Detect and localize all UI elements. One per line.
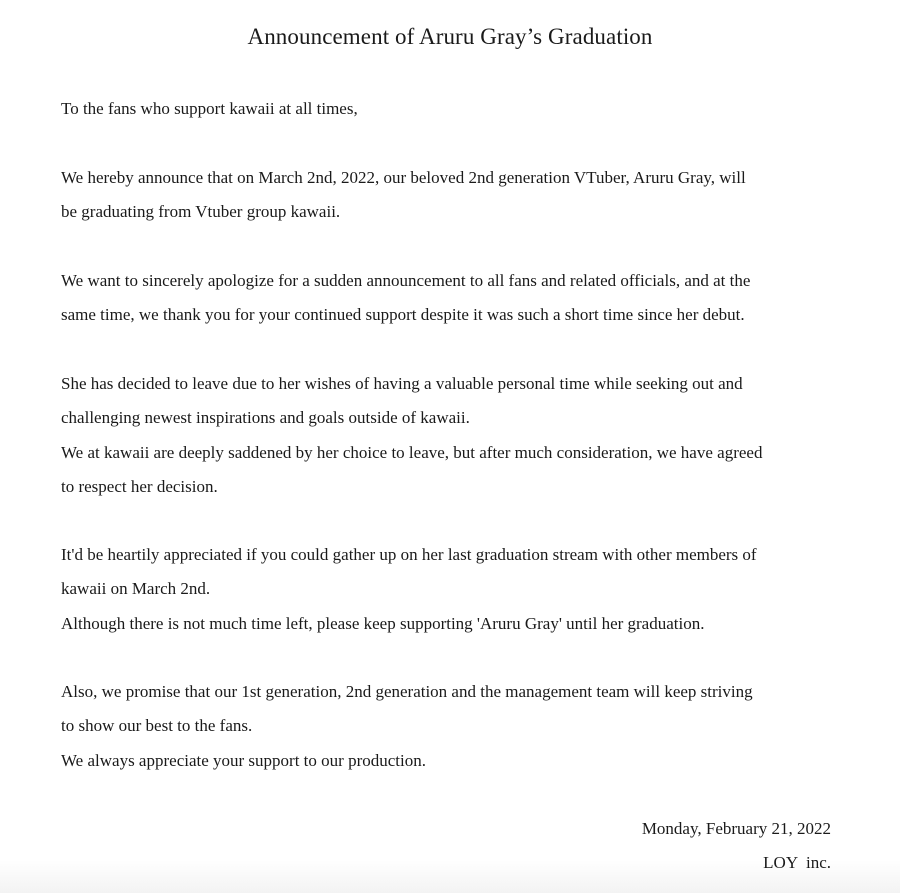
document-title: Announcement of Aruru Gray’s Graduation	[247, 24, 653, 49]
paragraph-line: She has decided to leave due to her wishes of having a valuable personal time while seeking out and	[61, 374, 743, 393]
paragraph-line: to respect her decision.	[61, 477, 218, 496]
paragraph-line: Although there is not much time left, please keep supporting 'Aruru Gray' until her graduation.	[61, 614, 705, 633]
paragraph-line: It'd be heartily appreciated if you could gather up on her last graduation stream with other members of	[61, 545, 757, 564]
paragraph-line: We always appreciate your support to our production.	[61, 751, 426, 770]
document-signature: LOY inc.	[763, 853, 831, 872]
greeting-line: To the fans who support kawaii at all times,	[61, 99, 358, 118]
document-date: Monday, February 21, 2022	[641, 819, 831, 838]
paragraph-line: to show our best to the fans.	[61, 716, 253, 735]
paragraph-line: Also, we promise that our 1st generation, 2nd generation and the management team will keep striving	[61, 682, 753, 701]
paragraph-line: We hereby announce that on March 2nd, 2022, our beloved 2nd generation VTuber, Aruru Gray, will	[61, 168, 746, 187]
paragraph-line: be graduating from Vtuber group kawaii.	[61, 202, 341, 221]
paragraph-line: We want to sincerely apologize for a sudden announcement to all fans and related officials, and at the	[61, 271, 751, 290]
paragraph-line: challenging newest inspirations and goals outside of kawaii.	[61, 408, 470, 427]
paragraph-line: We at kawaii are deeply saddened by her choice to leave, but after much consideration, we have agreed	[61, 443, 763, 462]
paragraph-line: kawaii on March 2nd.	[61, 579, 211, 598]
paragraph-line: same time, we thank you for your continued support despite it was such a short time since her debut.	[61, 305, 745, 324]
